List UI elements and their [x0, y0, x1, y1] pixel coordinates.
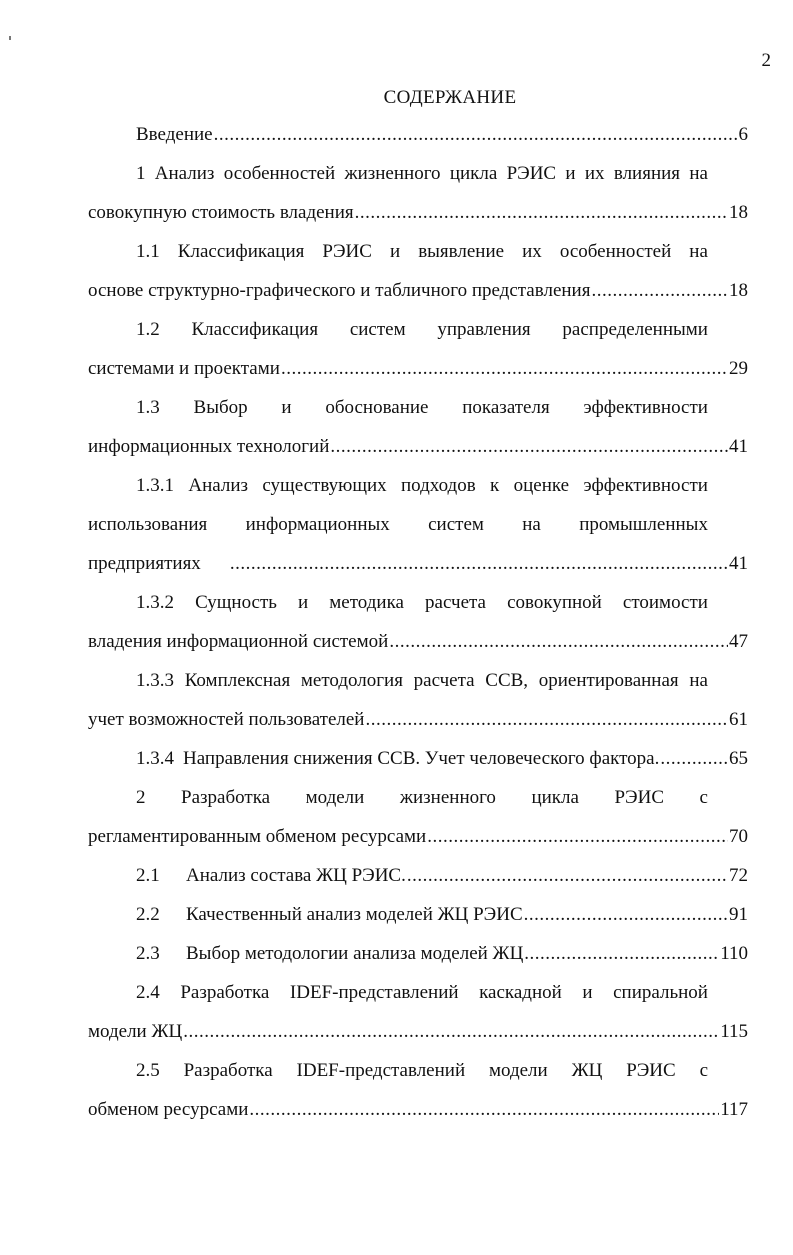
word: и — [281, 397, 292, 418]
word: методология — [300, 670, 403, 691]
word: промышленных — [579, 514, 708, 535]
word: систем — [349, 319, 406, 340]
toc-entry-2-3[interactable] — [136, 943, 748, 965]
section-number: 2.3 — [136, 943, 160, 964]
toc-text: регламентированным обменом ресурсами — [88, 826, 427, 847]
section-number: 2.2 — [136, 904, 160, 925]
toc-text: владения информационной системой — [88, 631, 389, 652]
word: совокупной — [507, 592, 602, 613]
word: распределенными — [562, 319, 708, 340]
dot-leader — [365, 709, 728, 731]
word: расчета — [413, 670, 475, 691]
word: и — [389, 241, 401, 262]
toc-text: основе структурно-графического и табличного представления — [88, 280, 591, 301]
toc-page: 47 — [729, 631, 748, 652]
toc-entry-1-3-line1[interactable] — [136, 397, 708, 419]
word: ориентированная — [538, 670, 679, 691]
toc-title: Анализ состава ЖЦ РЭИС. — [186, 865, 406, 886]
section-number: 1.3.3 — [136, 670, 174, 691]
toc-entry-1-1-line2[interactable] — [88, 280, 748, 302]
dot-leader — [427, 826, 728, 848]
word: информационных — [245, 514, 390, 535]
toc-entry-1-3-1-line2[interactable] — [88, 514, 708, 536]
word: стоимости — [622, 592, 708, 613]
dot-leader — [389, 631, 728, 653]
word: цикла — [531, 787, 579, 808]
dot-leader — [591, 280, 728, 302]
word: Разработка — [183, 1060, 273, 1081]
word: каскадной — [479, 982, 562, 1003]
toc-page: 91 — [729, 904, 748, 925]
word: ЖЦ — [571, 1060, 603, 1081]
word: РЭИС — [322, 241, 372, 262]
word: существующих — [262, 475, 387, 496]
toc-text: системами и проектами — [88, 358, 280, 379]
word: систем — [428, 514, 484, 535]
toc-entry-1-1-line1[interactable] — [136, 241, 708, 263]
page-title: СОДЕРЖАНИЕ — [383, 87, 517, 108]
toc-page: 6 — [738, 124, 748, 145]
toc-text: Введение — [136, 124, 213, 145]
word: Классификация — [191, 319, 319, 340]
word: РЭИС — [506, 163, 557, 184]
toc-entry-2-4-line1[interactable] — [136, 982, 708, 1004]
word: особенностей — [223, 163, 336, 184]
word: расчета — [425, 592, 486, 613]
toc-entry-2-1[interactable] — [136, 865, 748, 887]
toc-text: модели ЖЦ — [88, 1021, 183, 1042]
toc-entry-1-3-4[interactable] — [136, 748, 748, 770]
word: жизненного — [399, 787, 496, 808]
toc-title: Выбор методологии анализа моделей ЖЦ — [186, 943, 524, 964]
word: модели — [305, 787, 365, 808]
word: эффективности — [583, 397, 708, 418]
word: их — [522, 241, 542, 262]
word: к — [490, 475, 500, 496]
toc-text — [136, 943, 523, 965]
toc-text: информационных технологий — [88, 436, 330, 457]
word: и — [298, 592, 309, 613]
dot-leader — [183, 1021, 719, 1043]
toc-entry-1-line1[interactable] — [136, 163, 708, 185]
toc-entry-1-line2[interactable] — [88, 202, 748, 224]
toc-title: Направления снижения ССВ. Учет человеческого фактора. — [183, 748, 660, 769]
toc-text — [136, 748, 659, 770]
toc-entry-1-3-1-line1[interactable] — [136, 475, 708, 497]
toc-page: 61 — [729, 709, 748, 730]
toc-page: 110 — [720, 943, 748, 964]
word: 1 — [136, 163, 146, 184]
toc-title: Качественный анализ моделей ЖЦ РЭИС — [186, 904, 523, 925]
section-number: 2 — [136, 787, 146, 808]
toc-entry-1-3-1-line3[interactable] — [88, 553, 748, 575]
word: эффективности — [583, 475, 708, 496]
word: Выбор — [193, 397, 248, 418]
dot-leader — [407, 865, 728, 887]
word: на — [689, 163, 708, 184]
section-number: 1.3.2 — [136, 592, 174, 613]
section-number: 2.4 — [136, 982, 160, 1003]
word: на — [689, 670, 708, 691]
toc-text: учет возможностей пользователей — [88, 709, 365, 730]
toc-text: совокупную стоимость владения — [88, 202, 354, 223]
dot-leader — [355, 202, 728, 224]
toc-entry-2-line1[interactable] — [136, 787, 708, 809]
section-number: 1.1 — [136, 241, 160, 262]
dot-leader — [230, 553, 728, 575]
toc-page: 29 — [729, 358, 748, 379]
word: и — [582, 982, 593, 1003]
word: на — [689, 241, 708, 262]
word: выявление — [418, 241, 505, 262]
dot-leader — [524, 943, 719, 965]
toc-entry-2-5-line2[interactable] — [88, 1099, 748, 1121]
word: Разработка — [181, 787, 271, 808]
toc-entry-2-5-line1[interactable] — [136, 1060, 708, 1082]
dot-leader — [214, 124, 738, 146]
section-number: 2.1 — [136, 865, 160, 886]
section-number: 2.5 — [136, 1060, 160, 1081]
dot-leader — [660, 748, 728, 770]
word: оценке — [513, 475, 570, 496]
toc-page: 115 — [720, 1021, 748, 1042]
section-number: 1.2 — [136, 319, 160, 340]
word: Сущность — [195, 592, 277, 613]
toc-entry-intro[interactable] — [136, 124, 748, 146]
word: цикла — [449, 163, 498, 184]
toc-entry-2-line2[interactable] — [88, 826, 748, 848]
word: подходов — [401, 475, 476, 496]
toc-page: 41 — [729, 436, 748, 457]
toc-entry-1-3-line2[interactable] — [88, 436, 748, 458]
word: IDEF-представлений — [296, 1060, 466, 1081]
word: спиральной — [613, 982, 708, 1003]
word: Комплексная — [184, 670, 291, 691]
toc-page: 117 — [720, 1099, 748, 1120]
toc-entry-2-4-line2[interactable] — [88, 1021, 748, 1043]
word: использования — [88, 514, 208, 535]
word: обоснование — [325, 397, 429, 418]
word: Анализ — [154, 163, 215, 184]
word: Классификация — [177, 241, 305, 262]
toc-text: обменом ресурсами — [88, 1099, 249, 1120]
toc-page: 65 — [729, 748, 748, 769]
word: особенностей — [559, 241, 672, 262]
toc-entry-1-3-2-line2[interactable] — [88, 631, 748, 653]
dot-leader — [330, 436, 728, 458]
toc-page: 70 — [729, 826, 748, 847]
dot-leader — [524, 904, 728, 926]
dot-leader — [281, 358, 728, 380]
page-number: 2 — [761, 50, 771, 71]
toc-text: предприятиях — [88, 553, 201, 574]
word: жизненного — [344, 163, 441, 184]
word: с — [699, 1060, 708, 1081]
word: и — [565, 163, 576, 184]
word: показателя — [462, 397, 550, 418]
toc-entry-1-2-line2[interactable] — [88, 358, 748, 380]
word: влияния — [613, 163, 681, 184]
toc-page: 41 — [729, 553, 748, 574]
word: ССВ, — [485, 670, 529, 691]
word: РЭИС — [626, 1060, 676, 1081]
toc-entry-1-2-line1[interactable] — [136, 319, 708, 341]
toc-text — [136, 865, 406, 887]
word: модели — [488, 1060, 548, 1081]
section-number: 1.3.4 — [136, 748, 174, 769]
toc-page: 18 — [729, 280, 748, 301]
word: IDEF-представлений — [289, 982, 459, 1003]
toc-entry-2-2[interactable] — [136, 904, 748, 926]
word: на — [522, 514, 541, 535]
word: методика — [329, 592, 404, 613]
word: их — [584, 163, 605, 184]
toc-page: 72 — [729, 865, 748, 886]
word: Разработка — [180, 982, 270, 1003]
word: управления — [437, 319, 531, 340]
word: Анализ — [188, 475, 249, 496]
toc-text — [136, 904, 523, 926]
toc-entry-1-3-2-line1[interactable] — [136, 592, 708, 614]
section-number: 1.3 — [136, 397, 160, 418]
toc-entry-1-3-3-line2[interactable] — [88, 709, 748, 731]
toc-entry-1-3-3-line1[interactable] — [136, 670, 708, 692]
dot-leader — [249, 1099, 719, 1121]
toc-page: 18 — [729, 202, 748, 223]
section-number: 1.3.1 — [136, 475, 174, 496]
word: РЭИС — [614, 787, 664, 808]
word: с — [699, 787, 708, 808]
